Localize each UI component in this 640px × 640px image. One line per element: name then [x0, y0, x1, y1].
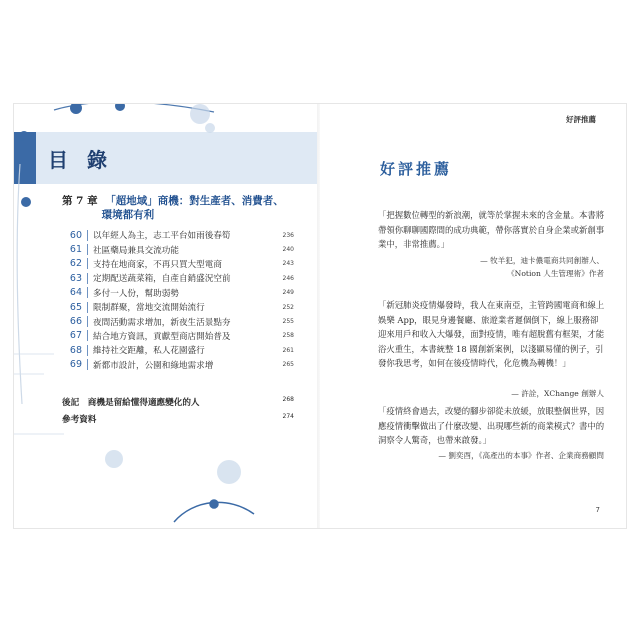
toc-row-label: 以年經人為主，志工平台如雨後春筍	[93, 231, 231, 242]
chapter-number: 第 7 章	[62, 195, 98, 207]
toc-row[interactable]	[62, 343, 294, 357]
chapter-title-line1: 「超地域」商機：對生產者、消費者、	[105, 195, 284, 207]
toc-row-label: 社區藥局兼具交流功能	[93, 245, 179, 256]
toc-row-number: 64	[62, 287, 88, 298]
toc-row-page: 252	[282, 303, 294, 311]
toc-row[interactable]	[62, 358, 294, 372]
toc-row-label: 支持在地商家，不再只買大型電商	[93, 259, 222, 270]
toc-row-number: 67	[62, 330, 88, 341]
praise-title: 好評推薦	[380, 160, 453, 178]
toc-row-number: 60	[62, 230, 88, 241]
toc-row-page: 265	[282, 361, 294, 369]
toc-row-page: 255	[282, 318, 294, 326]
quote-1-attribution-line1: — 牧羊犯，迪卡儂電商共同創辦人、	[480, 256, 604, 265]
toc-row[interactable]	[62, 286, 294, 300]
toc-row-number: 65	[62, 302, 88, 313]
left-page-toc	[14, 104, 320, 528]
toc-row-page: 240	[282, 246, 294, 254]
toc-row-number: 68	[62, 345, 88, 356]
toc-row[interactable]	[62, 271, 294, 285]
references-label: 參考資料	[62, 415, 97, 425]
quote-3: 「疫情終會過去，改變的腳步卻從未放緩，放眼整個世界，因應疫情衝擊做出了什麼改變、出現哪些新的商業模式？書中的洞察令人驚奇，也帶來啟發。」	[378, 406, 605, 446]
title-band-accent	[14, 132, 36, 184]
toc-row-number: 61	[62, 244, 88, 255]
afterword-page: 268	[282, 396, 294, 403]
toc-row-page: 246	[282, 274, 294, 282]
toc-row[interactable]	[62, 228, 294, 242]
quote-2: 「新冠肺炎疫情爆發時，我人在東南亞，主管跨國電商和線上娛樂 App，眼見身邊餐廳、旅遊業者遲個倒下，線上服務卻迎來用戶和收入大爆發，面對疫情，唯有超脫舊有框架，才能浴火重生，本書統整 18 國創新案例，以淺顯易懂的例子，引發你我思考，如何在後疫情時代，化危機為轉機！」	[378, 300, 605, 369]
right-page-praise	[320, 104, 626, 528]
toc-row-label: 定期配送蔬菜箱，自產自銷盛況空前	[93, 274, 231, 285]
quote-1-attribution-line2: 《Notion 人生管理術》作者	[507, 269, 604, 278]
running-head: 好評推薦	[566, 115, 596, 124]
toc-row-page: 258	[282, 332, 294, 340]
quote-2-attribution: — 許詮，XChange 創辦人	[511, 389, 604, 398]
page-number: 7	[595, 506, 600, 514]
book-spread	[14, 104, 626, 528]
references-page: 274	[282, 413, 294, 420]
quote-1: 「把握數位轉型的新浪潮，就等於掌握未來的含金量。本書將帶領你聊聊國際間的成功典範，帶你落實於自身企業或新創事業中，非常推薦。」	[378, 210, 605, 250]
toc-row-number: 63	[62, 273, 88, 284]
toc-row[interactable]	[62, 242, 294, 256]
afterword-label: 後記 商機是留給懂得適應變化的人	[62, 398, 200, 408]
chapter-title-line2: 環境都有利	[101, 209, 155, 221]
toc-list	[62, 228, 294, 372]
toc-row[interactable]	[62, 300, 294, 314]
chapter-heading	[62, 194, 292, 222]
toc-row[interactable]	[62, 257, 294, 271]
toc-row-page: 261	[282, 346, 294, 354]
toc-row[interactable]	[62, 329, 294, 343]
quote-1-attribution	[480, 254, 604, 280]
toc-row-number: 62	[62, 258, 88, 269]
toc-title: 目 錄	[48, 148, 113, 172]
toc-row-number: 69	[62, 359, 88, 370]
toc-row-label: 結合地方資訊，貢獻型商店開始普及	[93, 331, 231, 342]
references-row[interactable]	[62, 413, 294, 425]
toc-row[interactable]	[62, 314, 294, 328]
toc-row-page: 236	[282, 231, 294, 239]
toc-row-page: 249	[282, 289, 294, 297]
toc-row-label: 限制群聚，當地交流開始流行	[93, 303, 205, 314]
toc-row-label: 夜間活動需求增加，新夜生活景點夯	[93, 317, 231, 328]
toc-row-label: 新都市設計，公園和綠地需求增	[93, 360, 214, 371]
afterword-row[interactable]	[62, 396, 294, 408]
toc-row-page: 243	[282, 260, 294, 268]
toc-row-number: 66	[62, 316, 88, 327]
toc-row-label: 維持社交距離，私人花園盛行	[93, 346, 205, 357]
quote-3-attribution: — 劉奕酉，《高產出的本事》作者、企業商務顧問	[438, 451, 604, 460]
toc-row-label: 多付一人份，幫助弱勢	[93, 288, 179, 299]
